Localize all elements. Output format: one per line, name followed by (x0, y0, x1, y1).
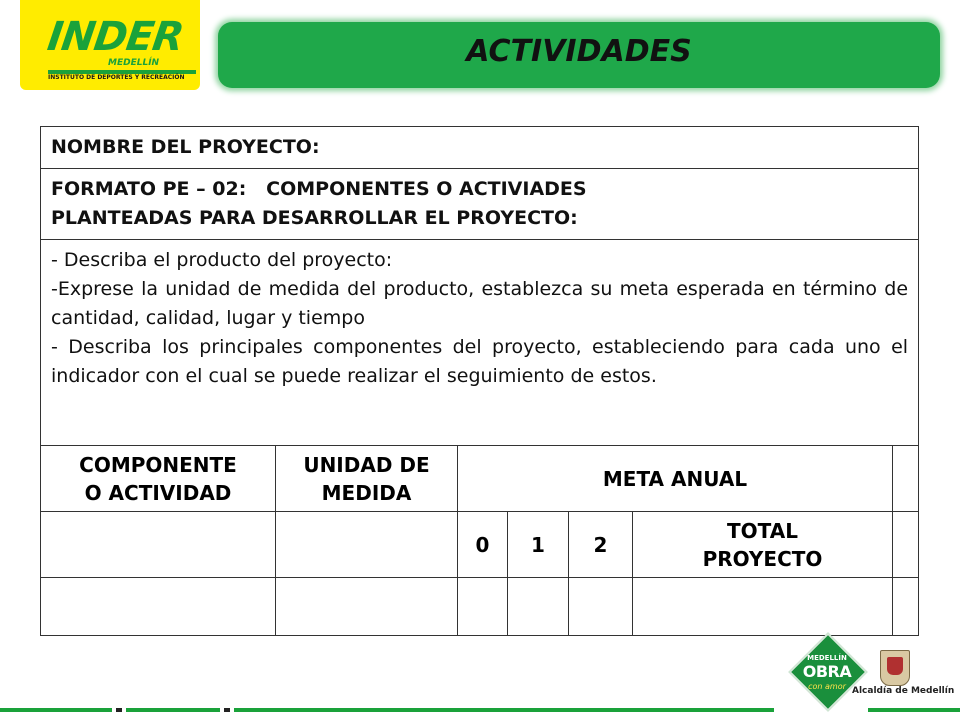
header-total-line-2: PROYECTO (702, 546, 823, 571)
logo-text: INDER (44, 14, 186, 60)
data-cell-year-0[interactable] (458, 578, 508, 636)
format-line-1: FORMATO PE – 02: COMPONENTES O ACTIVIADES (51, 178, 587, 200)
data-cell-extra (893, 578, 919, 636)
data-cell-component[interactable] (41, 578, 276, 636)
obra-main-text: OBRA (802, 662, 852, 681)
instructions-cell[interactable] (41, 240, 919, 446)
page-title: ACTIVIDADES (466, 34, 692, 69)
header-component-line-1: COMPONENTE (79, 452, 237, 477)
cell-extra (893, 512, 919, 578)
header-component (41, 446, 276, 512)
logo-sub: MEDELLÍN (108, 58, 160, 68)
cell-unit-blank[interactable] (276, 512, 458, 578)
data-cell-total[interactable] (633, 578, 893, 636)
instruction-2: -Exprese la unidad de medida del producto, establezca su meta esperada en término de cantidad, calidad, lugar y tiempo (51, 278, 909, 329)
header-unit-line-1: UNIDAD DE (303, 452, 430, 477)
footer-bar-3 (234, 708, 774, 712)
footer-bar-1 (0, 708, 112, 712)
project-name-row[interactable] (41, 127, 919, 169)
header-total (633, 512, 893, 578)
activities-form (40, 126, 919, 636)
header-unit (276, 446, 458, 512)
format-line-2: PLANTEADAS PARA DESARROLLAR EL PROYECTO: (51, 207, 578, 229)
obra-sub-text: con amor (808, 682, 846, 691)
inder-logo (20, 0, 200, 90)
header-unit-line-2: MEDIDA (321, 480, 412, 505)
instruction-3: - Describa los principales componentes del proyecto, estableciendo para cada uno el indicador con el cual se puede realizar el seguimiento de estos. (51, 336, 909, 387)
data-cell-year-2[interactable] (569, 578, 633, 636)
year-2: 2 (569, 512, 633, 578)
header-total-line-1: TOTAL (727, 518, 798, 543)
header-extra (893, 446, 919, 512)
medellin-obra-logo (790, 638, 864, 712)
cell-component-blank[interactable] (41, 512, 276, 578)
instruction-1: - Describa el producto del proyecto: (51, 249, 393, 271)
medellin-crest-icon (880, 650, 910, 686)
data-cell-unit[interactable] (276, 578, 458, 636)
year-0: 0 (458, 512, 508, 578)
footer-dot-2 (224, 708, 230, 712)
header-component-line-2: O ACTIVIDAD (84, 480, 232, 505)
crest-shield (887, 657, 903, 675)
alcaldia-label: Alcaldía de Medellín (852, 686, 955, 696)
project-name-label: NOMBRE DEL PROYECTO: (51, 136, 320, 158)
footer-bar-2 (126, 708, 220, 712)
logo-caption: INSTITUTO DE DEPORTES Y RECREACIÓN (48, 74, 185, 81)
footer-dot-1 (116, 708, 122, 712)
footer-bar-4 (868, 708, 960, 712)
data-cell-year-1[interactable] (508, 578, 569, 636)
format-row (41, 169, 919, 240)
obra-top-text: MEDELLÍN (807, 654, 847, 662)
year-1: 1 (508, 512, 569, 578)
title-banner (218, 22, 940, 88)
header-meta-anual: META ANUAL (458, 446, 893, 512)
